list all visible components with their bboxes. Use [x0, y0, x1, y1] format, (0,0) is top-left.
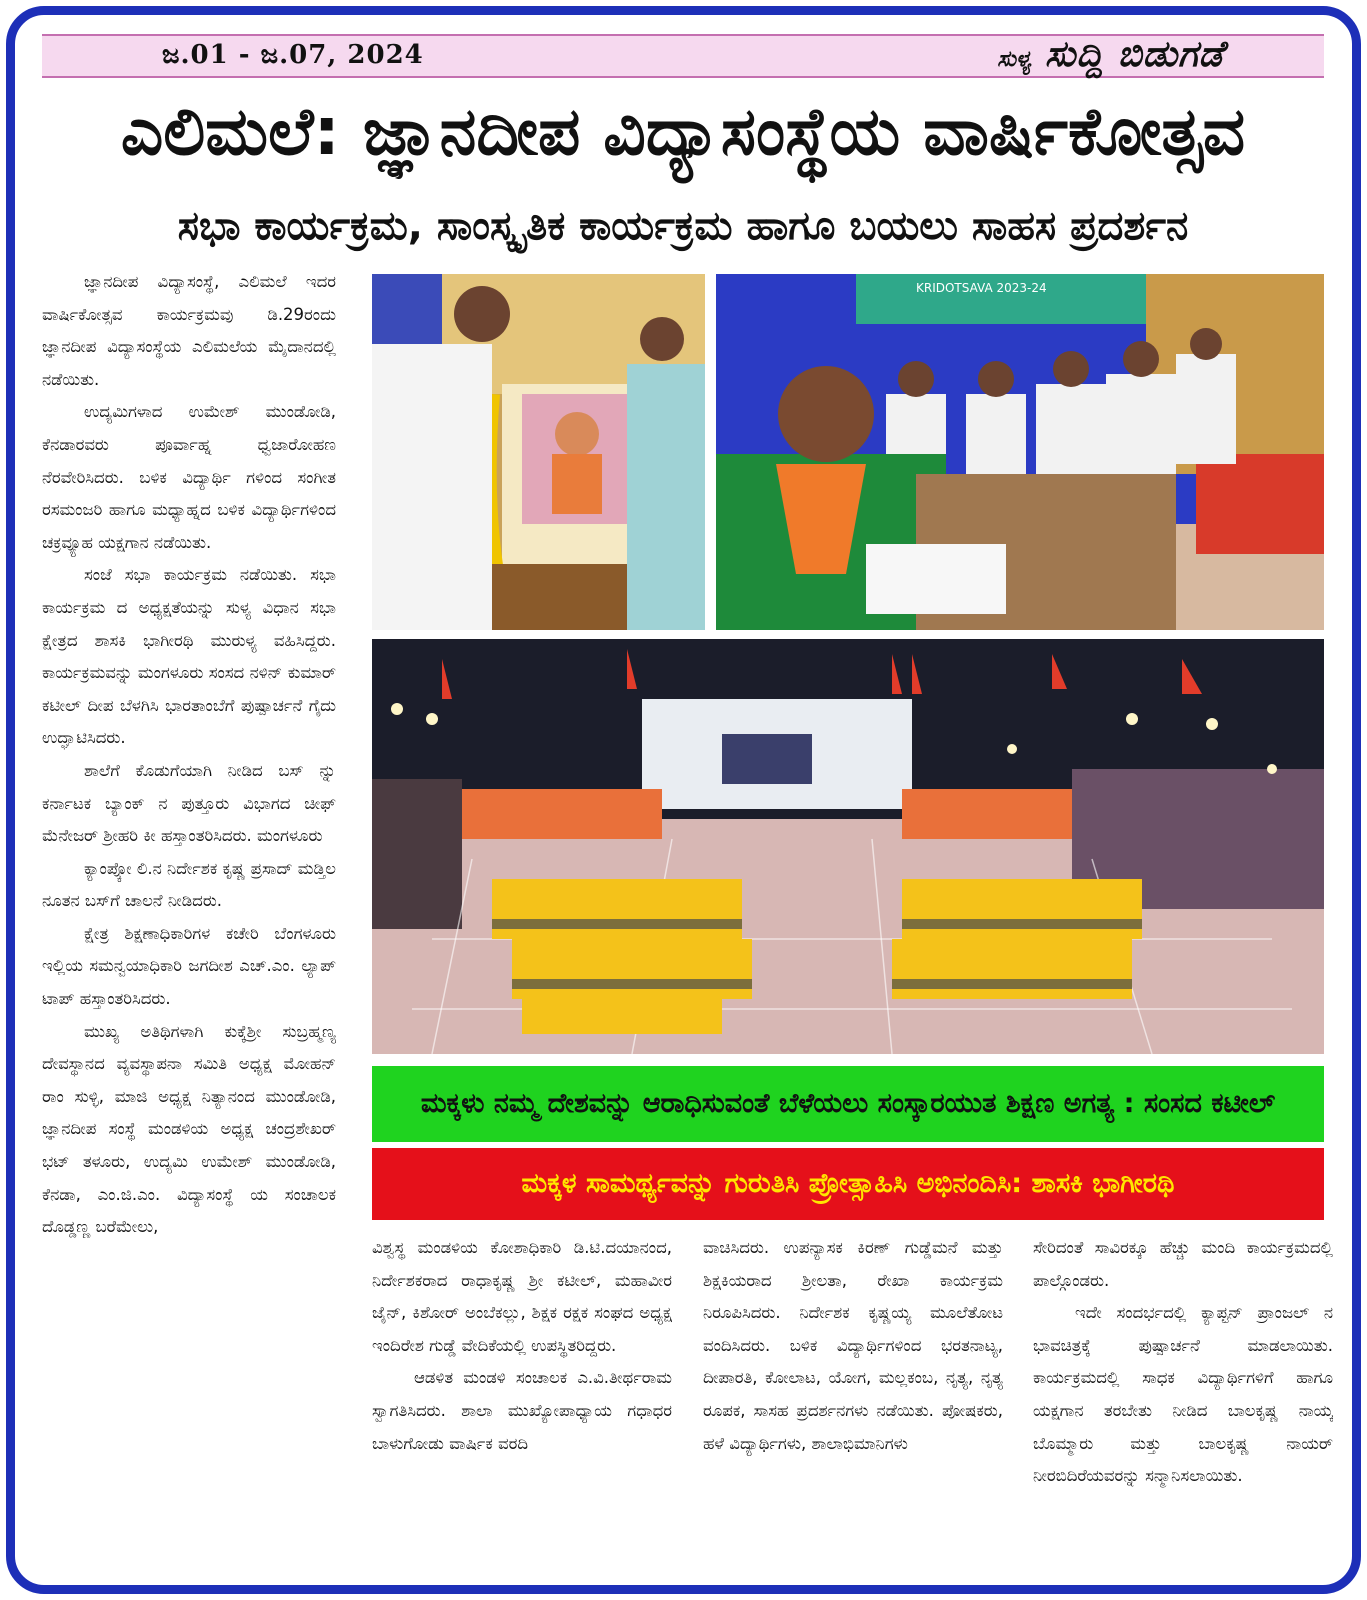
- article-paragraph: ವಾಚಿಸಿದರು. ಉಪನ್ಯಾಸಕ ಕಿರಣ್ ಗುಡ್ಡೆಮನೆ ಮತ್ತು ಶಿಕ್ಷಕಿಯರಾದ ಶ್ರೀಲತಾ, ರೇಖಾ ಕಾರ್ಯಕ್ರಮ ನಿರೂಪಿಸಿದರು. ನಿರ್ದೇಶಕ ಕೃಷ್ಣಯ್ಯ ಮೂಲೆತೋಟ ವಂದಿಸಿದರು. ಬಳಿಕ ವಿದ್ಯಾರ್ಥಿಗಳಿಂದ ಭರತನಾಟ್ಯ, ದೀಪಾರತಿ, ಕೋಲಾಟ, ಯೋಗ, ಮಲ್ಲಕಂಬ, ನೃತ್ಯ, ನೃತ್ಯ ರೂಪಕ, ಸಾಸಹ ಪ್ರದರ್ಶನಗಳು ನಡೆಯಿತು. ಪೋಷಕರು, ಹಳೆ ವಿದ್ಯಾರ್ಥಿಗಳು, ಶಾಲಾಭಿಮಾನಿಗಳು: [703, 1238, 1003, 1453]
- article-paragraph: ಶಾಲೆಗೆ ಕೊಡುಗೆಯಾಗಿ ನೀಡಿದ ಬಸ್ ನ್ನು ಕರ್ನಾಟಕ ಬ್ಯಾಂಕ್ ನ ಪುತ್ತೂರು ವಿಭಾಗದ ಚೀಫ್ ಮೆನೇಜರ್ ಶ್ರೀಹರಿ ಕೀ ಹಸ್ತಾಂತರಿಸಿದರು. ಮಂಗಳೂರು: [42, 760, 336, 846]
- article-paragraph: ಜ್ಞಾನದೀಪ ವಿದ್ಯಾಸಂಸ್ಥೆ, ಎಲಿಮಲೆ ಇದರ ವಾರ್ಷಿಕೋತ್ಸವ ಕಾರ್ಯಕ್ರಮವು ಡಿ.29ರಂದು ಜ್ಞಾನದೀಪ ವಿದ್ಯಾಸಂಸ್ಥೆಯ ಎಲಿಮಲೆಯ ಮೈದಾನದಲ್ಲಿ ನಡೆಯಿತು.: [42, 272, 336, 389]
- masthead: [997, 34, 1224, 76]
- article-paragraph: ಮುಖ್ಯ ಅತಿಥಿಗಳಾಗಿ ಕುಕ್ಕೆಶ್ರೀ ಸುಬ್ರಹ್ಮಣ್ಯ ದೇವಸ್ಥಾನದ ವ್ಯವಸ್ಥಾಪನಾ ಸಮಿತಿ ಅಧ್ಯಕ್ಷ ಮೋಹನ್ ರಾಂ ಸುಳ್ಳಿ, ಮಾಜಿ ಅಧ್ಯಕ್ಷ ನಿತ್ಯಾನಂದ ಮುಂಡೋಡಿ, ಜ್ಞಾನದೀಪ ಸಂಸ್ಥೆ ಮಂಡಳಿಯ ಅಧ್ಯಕ್ಷ ಚಂದ್ರಶೇಖರ್ ಭಟ್ ತಳೂರು, ಉದ್ಯಮಿ ಉಮೇಶ್ ಮುಂಡೋಡಿ, ಕೆನಡಾ, ಎಂ.ಜಿ.ಎಂ. ವಿದ್ಯಾಸಂಸ್ಥೆ ಯ ಸಂಚಾಲಕ ದೊಡ್ಡಣ್ಣ ಬರೆಮೇಲು,: [42, 1021, 336, 1237]
- article-paragraph: ಇದೇ ಸಂದರ್ಭದಲ್ಲಿ ಕ್ಯಾಪ್ಟನ್ ಪ್ರಾಂಜಲ್ ನ ಭಾವಚಿತ್ರಕ್ಕೆ ಪುಷ್ಪಾರ್ಚನೆ ಮಾಡಲಾಯಿತು. ಕಾರ್ಯಕ್ರಮದಲ್ಲಿ ಸಾಧಕ ವಿದ್ಯಾರ್ಥಿಗಳಿಗೆ ಹಾಗೂ ಯಕ್ಷಗಾನ ತರಬೇತು ನೀಡಿದ ಬಾಲಕೃಷ್ಣ ನಾಯ್ಕ ಬೊಮ್ಮಾರು ಮತ್ತು ಬಾಲಕೃಷ್ಣ ನಾಯರ್ ನೀರಬಿದಿರೆಯವರನ್ನು ಸನ್ಮಾನಿಸಲಾಯಿತು.: [1033, 1303, 1333, 1486]
- masthead-title: ಸುದ್ದಿ ಬಿಡುಗಡೆ: [1044, 34, 1224, 75]
- quote-banner-green: ಮಕ್ಕಳು ನಮ್ಮ ದೇಶವನ್ನು ಆರಾಧಿಸುವಂತೆ ಬೆಳೆಯಲು ಸಂಸ್ಕಾರಯುತ ಶಿಕ್ಷಣ ಅಗತ್ಯ : ಸಂಸದ ಕಟೀಲ್: [372, 1066, 1324, 1142]
- headline: ಎಲಿಮಲೆ: ಜ್ಞಾನದೀಪ ವಿದ್ಯಾಸಂಸ್ಥೆಯ ವಾರ್ಷಿಕೋತ್ಸವ: [120, 93, 1246, 170]
- article-column-bottom-3: [1033, 1232, 1333, 1572]
- photo-lamp-lighting: [372, 274, 705, 630]
- article-paragraph: ಆಡಳಿತ ಮಂಡಳಿ ಸಂಚಾಲಕ ಎ.ವಿ.ತೀರ್ಥರಾಮ ಸ್ವಾಗತಿಸಿದರು. ಶಾಲಾ ಮುಖ್ಯೋಪಾಧ್ಯಾಯ ಗಧಾಧರ ಬಾಳುಗೋಡು ವಾರ್ಷಿಕ ವರದಿ: [372, 1368, 672, 1453]
- photo-ground-performance: [372, 639, 1324, 1054]
- article-column-left: [42, 266, 336, 1566]
- header-bar: [42, 34, 1324, 78]
- issue-date: ಜ.01 - ಜ.07, 2024: [162, 40, 424, 70]
- article-paragraph: ಕ್ಷೇತ್ರ ಶಿಕ್ಷಣಾಧಿಕಾರಿಗಳ ಕಚೇರಿ ಬೆಂಗಳೂರು ಇಲ್ಲಿಯ ಸಮನ್ವಯಾಧಿಕಾರಿ ಜಗದೀಶ ಎಚ್.ಎಂ. ಲ್ಯಾಪ್ ಟಾಪ್ ಹಸ್ತಾಂತರಿಸಿದರು.: [42, 923, 336, 1009]
- article-paragraph: ಸೇರಿದಂತೆ ಸಾವಿರಕ್ಕೂ ಹೆಚ್ಚು ಮಂದಿ ಕಾರ್ಯಕ್ರಮದಲ್ಲಿ ಪಾಲ್ಗೊಂಡರು.: [1033, 1238, 1333, 1290]
- article-paragraph: ವಿಶ್ವಸ್ಥ ಮಂಡಳಿಯ ಕೋಶಾಧಿಕಾರಿ ಡಿ.ಟಿ.ದಯಾನಂದ, ನಿರ್ದೇಶಕರಾದ ರಾಧಾಕೃಷ್ಣ ಶ್ರೀ ಕಟೀಲ್, ಮಹಾವೀರ ಜೈನ್, ಕಿಶೋರ್ ಅಂಬೆಕಲ್ಲು, ಶಿಕ್ಷಕ ರಕ್ಷಕ ಸಂಘದ ಅಧ್ಯಕ್ಷ ಇಂದಿರೇಶ ಗುಡ್ಡೆ ವೇದಿಕೆಯಲ್ಲಿ ಉಪಸ್ಥಿತರಿದ್ದರು.: [372, 1238, 672, 1355]
- masthead-place: ಸುಳ್ಯ: [997, 47, 1031, 72]
- photo-speaker-stage: [716, 274, 1324, 630]
- stage-banner-text: KRIDOTSAVA 2023-24: [916, 281, 1047, 295]
- article-column-bottom-1: [372, 1232, 672, 1572]
- article-paragraph: ಉದ್ಯಮಿಗಳಾದ ಉಮೇಶ್ ಮುಂಡೋಡಿ, ಕೆನಡಾರವರು ಪೂರ್ವಾಹ್ನ ಧ್ವಜಾರೋಹಣ ನೆರವೇರಿಸಿದರು. ಬಳಿಕ ವಿದ್ಯಾರ್ಥಿ ಗಳಿಂದ ಸಂಗೀತ ರಸಮಂಜರಿ ಹಾಗೂ ಮಧ್ಯಾಹ್ನದ ಬಳಿಕ ವಿದ್ಯಾರ್ಥಿಗಳಿಂದ ಚಕ್ರವ್ಯೂಹ ಯಕ್ಷಗಾನ ನಡೆಯಿತು.: [42, 402, 336, 552]
- subheadline: ಸಭಾ ಕಾರ್ಯಕ್ರಮ, ಸಾಂಸ್ಕೃತಿಕ ಕಾರ್ಯಕ್ರಮ ಹಾಗೂ ಬಯಲು ಸಾಹಸ ಪ್ರದರ್ಶನ: [177, 203, 1189, 249]
- quote-banner-red: ಮಕ್ಕಳ ಸಾಮರ್ಥ್ಯವನ್ನು ಗುರುತಿಸಿ ಪ್ರೋತ್ಸಾಹಿಸಿ ಅಭಿನಂದಿಸಿ: ಶಾಸಕಿ ಭಾಗೀರಥಿ: [372, 1148, 1324, 1220]
- article-paragraph: ಕ್ಯಾಂಪ್ಕೋ ಲಿ.ನ ನಿರ್ದೇಶಕ ಕೃಷ್ಣ ಪ್ರಸಾದ್ ಮಡ್ತಿಲ ನೂತನ ಬಸ್‌ಗೆ ಚಾಲನೆ ನೀಡಿದರು.: [42, 858, 336, 911]
- article-paragraph: ಸಂಜೆ ಸಭಾ ಕಾರ್ಯಕ್ರಮ ನಡೆಯಿತು. ಸಭಾ ಕಾರ್ಯಕ್ರಮ ದ ಅಧ್ಯಕ್ಷತೆಯನ್ನು ಸುಳ್ಯ ವಿಧಾನ ಸಭಾ ಕ್ಷೇತ್ರದ ಶಾಸಕಿ ಭಾಗೀರಥಿ ಮುರುಳ್ಯ ವಹಿಸಿದ್ದರು. ಕಾರ್ಯಕ್ರಮವನ್ನು ಮಂಗಳೂರು ಸಂಸದ ನಳಿನ್ ಕುಮಾರ್ ಕಟೀಲ್ ದೀಪ ಬೆಳಗಿಸಿ ಭಾರತಾಂಬೆಗೆ ಪುಷ್ಪಾರ್ಚನೆ ಗೈದು ಉದ್ಘಾಟಿಸಿದರು.: [42, 565, 336, 748]
- article-column-bottom-2: [703, 1232, 1003, 1572]
